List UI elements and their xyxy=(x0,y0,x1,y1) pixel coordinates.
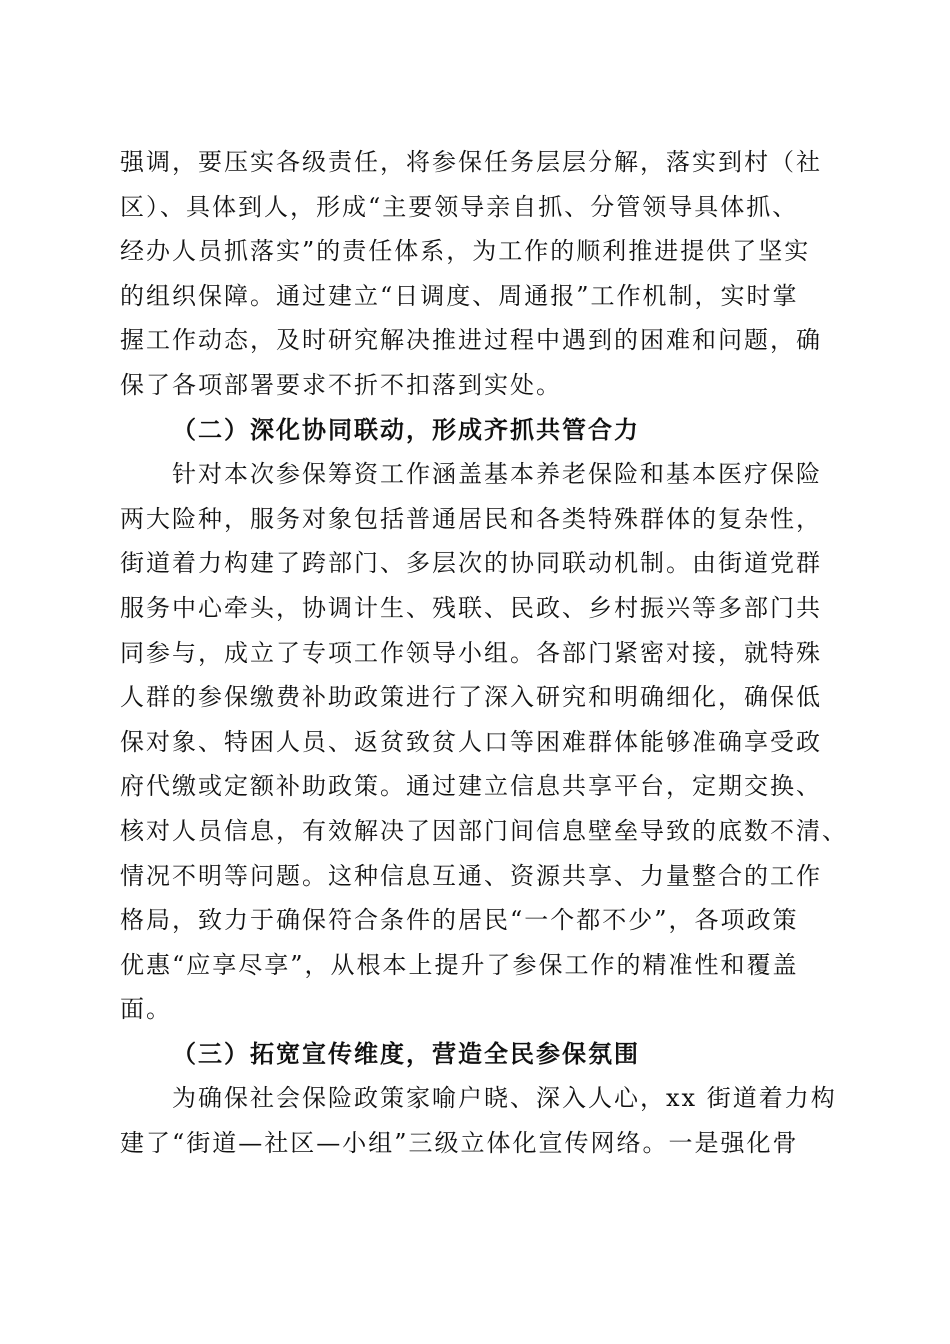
paragraph-line: 情况不明等问题。这种信息互通、资源共享、力量整合的工作 xyxy=(120,861,822,890)
paragraph-line: 核对人员信息，有效解决了因部门间信息壁垒导致的底数不清、 xyxy=(120,816,848,845)
paragraph-line: 街道着力构建了跨部门、多层次的协同联动机制。由街道党群 xyxy=(120,549,822,578)
paragraph-line: 两大险种，服务对象包括普通居民和各类特殊群体的复杂性， xyxy=(120,504,822,533)
paragraph-line: 保对象、特困人员、返贫致贫人口等困难群体能够准确享受政 xyxy=(120,727,822,756)
paragraph-line: 面。 xyxy=(120,995,172,1024)
paragraph-line: 同参与，成立了专项工作领导小组。各部门紧密对接，就特殊 xyxy=(120,638,822,667)
paragraph-line: 强调，要压实各级责任，将参保任务层层分解，落实到村（社 xyxy=(120,148,822,176)
paragraph-line: 优惠“应享尽享”，从根本上提升了参保工作的精准性和覆盖 xyxy=(120,950,799,979)
paragraph-line: 区）、具体到人，形成“主要领导亲自抓、分管领导具体抓、 xyxy=(120,192,799,221)
paragraph-line: 握工作动态，及时研究解决推进过程中遇到的困难和问题，确 xyxy=(120,326,822,355)
section-heading-2: （二）深化协同联动，形成齐抓共管合力 xyxy=(172,414,640,444)
paragraph-line: 的组织保障。通过建立“日调度、周通报”工作机制，实时掌 xyxy=(120,281,799,310)
paragraph-line: 建了“街道—社区—小组”三级立体化宣传网络。一是强化骨 xyxy=(120,1129,799,1158)
document-body xyxy=(120,140,848,1166)
paragraph-line: 人群的参保缴费补助政策进行了深入研究和明确细化，确保低 xyxy=(120,683,822,712)
section-heading-3: （三）拓宽宣传维度，营造全民参保氛围 xyxy=(172,1038,640,1068)
paragraph-line: 服务中心牵头，协调计生、残联、民政、乡村振兴等多部门共 xyxy=(120,593,822,622)
paragraph-line: 针对本次参保筹资工作涵盖基本养老保险和基本医疗保险 xyxy=(172,460,822,489)
paragraph-line: 经办人员抓落实”的责任体系，为工作的顺利推进提供了坚实 xyxy=(120,237,811,266)
paragraph-line: 保了各项部署要求不折不扣落到实处。 xyxy=(120,370,562,399)
paragraph-line: 府代缴或定额补助政策。通过建立信息共享平台，定期交换、 xyxy=(120,772,822,801)
paragraph-line: 格局，致力于确保符合条件的居民“一个都不少”，各项政策 xyxy=(120,906,799,935)
paragraph-line: 为确保社会保险政策家喻户晓、深入人心，xx 街道着力构 xyxy=(172,1084,837,1113)
